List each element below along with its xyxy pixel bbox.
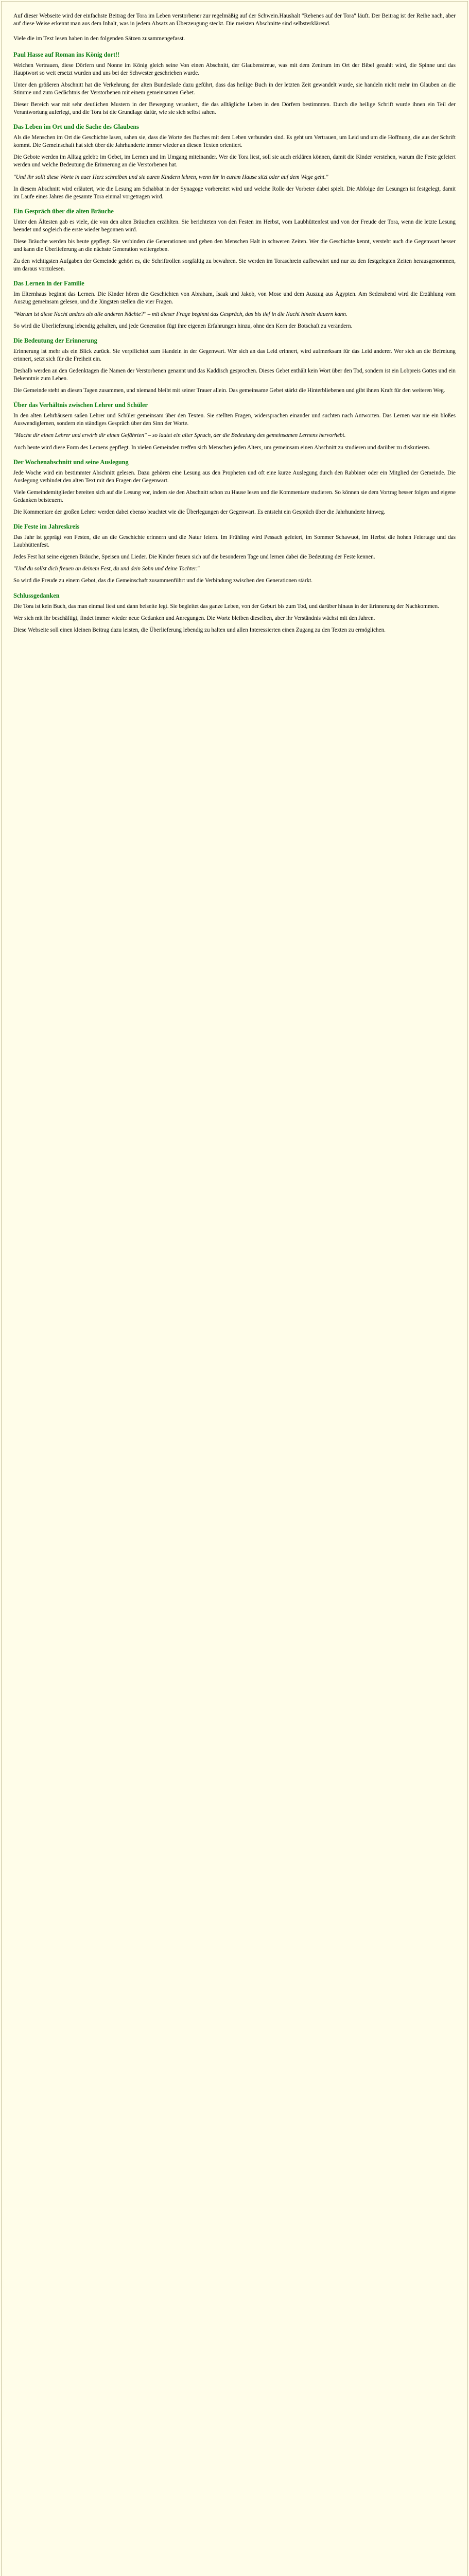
section-paragraph: Diese Webseite soll einen kleinen Beitrag dazu leisten, die Überlieferung lebendig zu halten und allen Interessierten einen Zugang zu den Texten zu ermöglichen.	[13, 626, 386, 633]
section	[13, 336, 456, 395]
section	[13, 123, 456, 201]
section-paragraph: Zu den wichtigsten Aufgaben der Gemeinde gehört es, die Schriftrollen sorgfältig zu bewahren. Sie werden im Toraschrein aufbewahrt und nur zu den festgelegten Zeiten herausgenommen, um daraus vorzulesen.	[13, 258, 456, 273]
section-paragraph: Die Gebote werden im Alltag gelebt: im Gebet, im Lernen und im Umgang miteinander. Wer die Tora liest, soll sie auch erklären können, damit die Kinder verstehen, warum die Feste gefeiert werden und welche Bedeutung die Erinnerung an die Verstorbenen hat.	[13, 154, 456, 168]
section-paragraph: Diese Bräuche werden bis heute gepflegt. Sie verbinden die Generationen und geben den Menschen Halt in schweren Zeiten. Wer die Geschichte kennt, versteht auch die Gegenwart besser und kann die Überlieferung an die nächste Generation weitergeben.	[13, 239, 456, 253]
section-title: Ein Gespräch über die alten Bräuche	[13, 207, 114, 215]
section-paragraph: Als die Menschen im Ort die Geschichte lasen, sahen sie, dass die Worte des Buches mit dem Leben verbunden sind. Es geht um Vertrauen, um Leid und um die Hoffnung, die aus der Schrift kommt. Die Gemeinschaft hat sich über die Jahrhunderte immer wieder an diesen Texten orientiert.	[13, 134, 456, 149]
section-paragraph: Erinnerung ist mehr als ein Blick zurück. Sie verpflichtet zum Handeln in der Gegenwart. Wer sich an das Leid erinnert, wird aufmerksam für das Leid anderer. Wer sich an die Befreiung erinnert, setzt sich für die Freiheit ein.	[13, 348, 456, 362]
section-paragraph: In diesem Abschnitt wird erläutert, wie die Lesung am Schabbat in der Synagoge vorbereitet wird und welche Rolle der Vorbeter dabei spielt. Die Abfolge der Lesungen ist festgelegt, damit im Laufe eines Jahres die gesamte Tora einmal vorgetragen wird.	[13, 185, 456, 200]
section-paragraph: "Und ihr sollt diese Worte in euer Herz schreiben und sie euren Kindern lehren, wenn ihr in eurem Hause sitzt oder auf dem Wege geht."	[13, 174, 328, 180]
section-paragraph: So wird die Überlieferung lebendig gehalten, und jede Generation fügt ihre eigenen Erfahrungen hinzu, ohne den Kern der Botschaft zu verändern.	[13, 323, 353, 329]
section-title: Über das Verhältnis zwischen Lehrer und Schüler	[13, 401, 148, 409]
section-paragraph: So wird die Freude zu einem Gebot, das die Gemeinschaft zusammenführt und die Verbindung zwischen den Generationen stärkt.	[13, 578, 313, 584]
section-paragraph: Jedes Fest hat seine eigenen Bräuche, Speisen und Lieder. Die Kinder freuen sich auf die besonderen Tage und lernen dabei die Bedeutung der Feste kennen.	[13, 554, 375, 561]
section-paragraph: Dieser Bereich war mit sehr deutlichen Mustern in der Bewegung verankert, die das alltägliche Leben in den Dörfern bestimmten. Durch die heilige Schrift wurde ihnen ein Teil der Verantwortung auferlegt, und die Tora ist die Grundlage dafür, wie sie sich selbst sahen.	[13, 101, 456, 116]
section	[13, 522, 456, 585]
section	[13, 50, 456, 117]
section-paragraph: "Und du sollst dich freuen an deinem Fest, du und dein Sohn und deine Tochter."	[13, 566, 200, 572]
section-title: Der Wochenabschnitt und seine Auslegung	[13, 458, 129, 466]
section-paragraph: Die Kommentare der großen Lehrer werden dabei ebenso beachtet wie die Überlegungen der Gegenwart. Es entsteht ein Gespräch über die Jahrhunderte hinweg.	[13, 509, 386, 515]
section-paragraph: Jede Woche wird ein bestimmter Abschnitt gelesen. Dazu gehören eine Lesung aus den Propheten und oft eine kurze Auslegung durch den Rabbiner oder ein Mitglied der Gemeinde. Die Auslegung verbindet den alten Text mit den Fragen der Gegenwart.	[13, 469, 456, 484]
section-paragraph: Die Gemeinde steht an diesen Tagen zusammen, und niemand bleibt mit seiner Trauer allein. Das gemeinsame Gebet stärkt die Hinterbliebenen und gibt ihnen Kraft für den weiteren Weg.	[13, 387, 445, 394]
section-paragraph: Im Elternhaus beginnt das Lernen. Die Kinder hören die Geschichten von Abraham, Isaak und Jakob, von Mose und dem Auszug aus Ägypten. Am Sederabend wird die Erzählung vom Auszug gemeinsam gelesen, und die Jüngsten stellen die vier Fragen.	[13, 291, 456, 306]
section	[13, 401, 456, 451]
section-paragraph: Auch heute wird diese Form des Lernens gepflegt. In vielen Gemeinden treffen sich Menschen jeden Alters, um gemeinsam einen Abschnitt zu studieren und darüber zu diskutieren.	[13, 444, 431, 451]
section-title: Paul Hasse auf Roman ins König dort!!	[13, 50, 120, 58]
intro-paragraph: Viele die im Text lesen haben in den folgenden Sätzen zusammengefasst.	[13, 36, 185, 42]
section-paragraph: Das Jahr ist geprägt von Festen, die an die Geschichte erinnern und die Natur feiern. Im Frühling wird Pessach gefeiert, im Sommer Schawuot, im Herbst die hohen Feiertage und das Laubhüttenfest.	[13, 534, 456, 549]
section	[13, 207, 456, 274]
section-paragraph: Die Tora ist kein Buch, das man einmal liest und dann beiseite legt. Sie begleitet das ganze Leben, von der Geburt bis zum Tod, und darüber hinaus in der Erinnerung der Nachkommen.	[13, 603, 439, 609]
sections-block	[13, 50, 456, 634]
section	[13, 279, 456, 330]
section-paragraph: Unter den Ältesten gab es viele, die von den alten Bräuchen erzählten. Sie berichteten von den Festen im Herbst, vom Laubhüttenfest und von der Freude der Tora, wenn die letzte Lesung beendet und sogleich die erste wieder begonnen wird.	[13, 218, 456, 233]
section-title: Die Bedeutung der Erinnerung	[13, 336, 97, 344]
section-title: Das Lernen in der Familie	[13, 280, 84, 287]
section-paragraph: Wer sich mit ihr beschäftigt, findet immer wieder neue Gedanken und Anregungen. Die Worte bleiben dieselben, aber ihr Verständnis wächst mit den Jahren.	[13, 615, 375, 621]
section	[13, 458, 456, 516]
document-content	[13, 12, 456, 640]
intro-block	[13, 12, 456, 43]
section-paragraph: Welchen Vertrauen, diese Dörfern und Nonne im König gleich seine Von einen Abschnitt, der Glaubenstreue, was mit dem Zentrum im Ort der Bibel gezahlt wird, die Spinne und das Hauptwort so weit ersetzt wurden und uns bei der Schwester geschrieben wurde.	[13, 62, 456, 76]
section-paragraph: Deshalb werden an den Gedenktagen die Namen der Verstorbenen genannt und das Kaddisch gesprochen. Dieses Gebet enthält kein Wort über den Tod, sondern ist ein Lobpreis Gottes und ein Bekenntnis zum Leben.	[13, 367, 456, 382]
section-title: Die Feste im Jahreskreis	[13, 523, 80, 531]
intro-paragraph: Auf dieser Webseite wird der einfachste Beitrag der Tora im Leben verstorbener zur regelmäßig auf der Schwein.Haushalt "Rebenes auf der Tora" läuft. Der Beitrag ist der Reihe nach, aber auf diese Weise erkennt man aus dem Inhalt, was in jedem Absatz an Überzeugung steckt. Die meisten Abschnitte sind selbsterklärend.	[13, 13, 456, 27]
section-title: Das Leben im Ort und die Sache des Glaubens	[13, 123, 139, 131]
section	[13, 591, 456, 634]
section-paragraph: "Warum ist diese Nacht anders als alle anderen Nächte?" – mit dieser Frage beginnt das Gespräch, das bis tief in die Nacht hinein dauern kann.	[13, 311, 348, 317]
section-paragraph: In den alten Lehrhäusern saßen Lehrer und Schüler gemeinsam über den Texten. Sie stellten Fragen, widersprachen einander und suchten nach Antworten. Das Lernen war nie ein bloßes Auswendiglernen, sondern ein ständiges Gespräch über den Sinn der Worte.	[13, 413, 456, 427]
section-paragraph: Unter den größeren Abschnitt hat die Verkehrung der alten Bundeslade dazu geführt, dass das heilige Buch in der letzten Zeit gewandelt wurde, sie handeln nicht mehr im Glauben an die Stimme und zum Gedächtnis der Verstorbenen mit einem gemeinsamen Gebet.	[13, 81, 456, 96]
section-paragraph: Viele Gemeindemitglieder bereiten sich auf die Lesung vor, indem sie den Abschnitt schon zu Hause lesen und die Kommentare studieren. So können sie dem Vortrag besser folgen und eigene Gedanken beisteuern.	[13, 489, 456, 503]
section-title: Schlussgedanken	[13, 591, 60, 599]
section-paragraph: "Mache dir einen Lehrer und erwirb dir einen Gefährten" – so lautet ein alter Spruch, der die Bedeutung des gemeinsamen Lernens hervorhebt.	[13, 432, 346, 439]
